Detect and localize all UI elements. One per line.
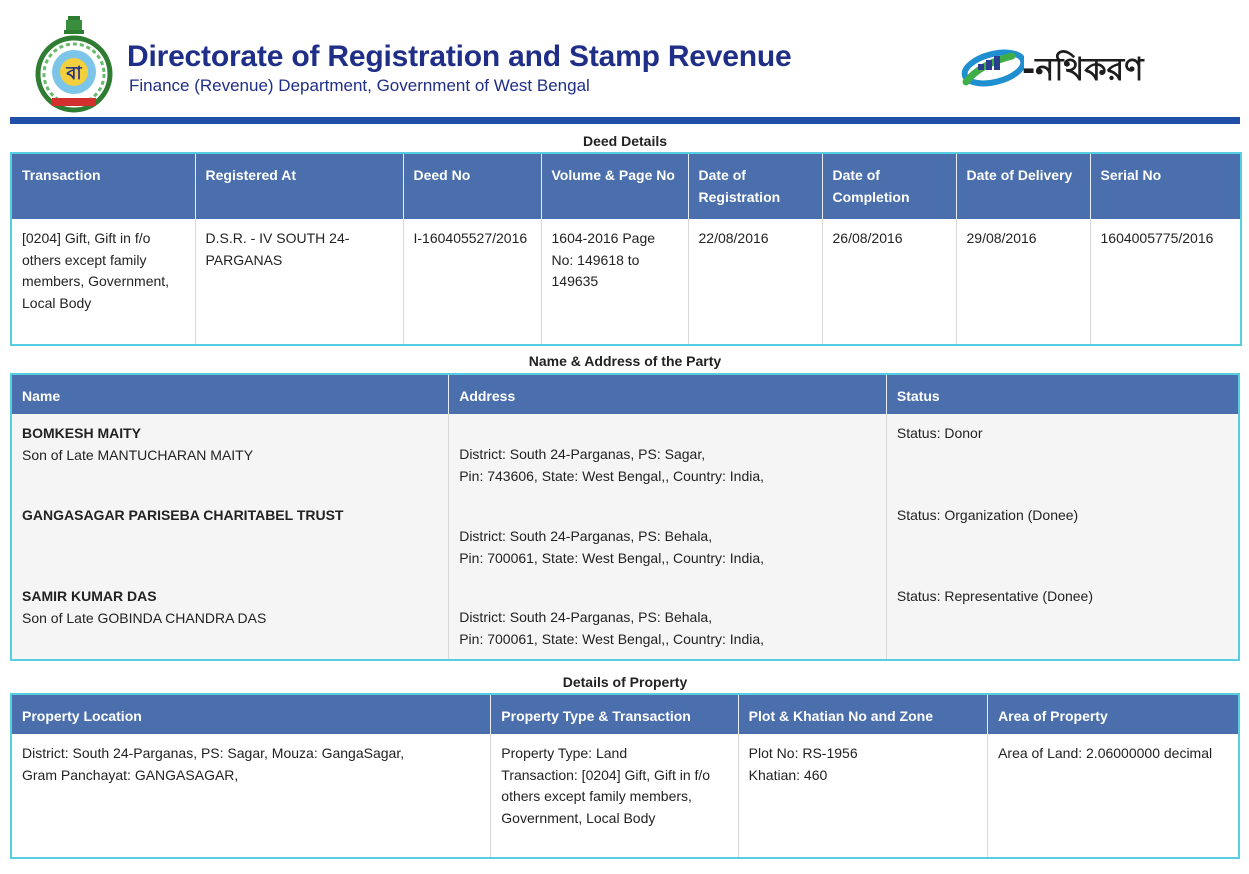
party-status: Status: Organization (Donee) <box>886 496 1239 577</box>
deed-volume-page: 1604-2016 Page No: 149618 to 149635 <box>541 219 688 345</box>
deed-col-date-registration: Date of Registration <box>688 153 822 219</box>
party-relation: Son of Late GOBINDA CHANDRA DAS <box>22 609 267 626</box>
party-table <box>10 373 1240 661</box>
property-header-row <box>11 694 1239 734</box>
party-col-name: Name <box>11 374 449 414</box>
party-address-line1: District: South 24-Parganas, PS: Behala, <box>459 528 713 544</box>
party-name: GANGASAGAR PARISEBA CHARITABEL TRUST <box>22 507 344 523</box>
deed-details-table <box>10 152 1242 346</box>
nathikaran-logo <box>960 38 1190 96</box>
party-address-line2: Pin: 700061, State: West Bengal,, Country: India, <box>459 549 765 566</box>
property-plot-cell <box>738 734 987 858</box>
party-address-line2: Pin: 700061, State: West Bengal,, Country: India, <box>459 630 765 647</box>
property-type: Property Type: Land <box>501 745 628 761</box>
nathikaran-logo-text: -নথিকরণ <box>1022 50 1144 88</box>
party-name-cell <box>11 577 449 660</box>
party-address-cell <box>449 414 887 496</box>
nathikaran-swoosh-icon <box>960 38 1024 96</box>
party-section-title: Name & Address of the Party <box>528 353 722 369</box>
party-col-address: Address <box>449 374 887 414</box>
party-name: SAMIR KUMAR DAS <box>22 588 157 604</box>
deed-col-deed-no: Deed No <box>403 153 541 219</box>
property-location-cell <box>11 734 491 858</box>
party-relation: Son of Late MANTUCHARAN MAITY <box>22 446 254 463</box>
property-transaction: Transaction: [0204] Gift, Gift in f/o others except family members, Government, Local Body <box>501 766 711 826</box>
party-address-cell <box>449 577 887 660</box>
party-header-row <box>11 374 1239 414</box>
deed-col-serial-no: Serial No <box>1090 153 1241 219</box>
property-col-plot: Plot & Khatian No and Zone <box>738 694 987 734</box>
party-address-cell <box>449 496 887 577</box>
deed-serial-no: 1604005775/2016 <box>1090 219 1241 345</box>
deed-date-delivery: 29/08/2016 <box>956 219 1090 345</box>
property-area: Area of Land: 2.06000000 decimal <box>988 734 1239 858</box>
party-name-cell <box>11 414 449 496</box>
property-plot: Plot No: RS-1956 <box>748 745 858 761</box>
deed-registered-at: D.S.R. - IV SOUTH 24-PARGANAS <box>195 219 403 345</box>
deed-row <box>11 219 1241 345</box>
property-khatian: Khatian: 460 <box>748 766 828 783</box>
party-address-line1: District: South 24-Parganas, PS: Behala, <box>459 609 713 625</box>
party-col-status: Status <box>886 374 1239 414</box>
property-col-location: Property Location <box>11 694 491 734</box>
deed-section-title: Deed Details <box>582 133 668 149</box>
deed-col-registered-at: Registered At <box>195 153 403 219</box>
property-row <box>11 734 1239 858</box>
property-section-title: Details of Property <box>562 674 688 690</box>
deed-col-date-completion: Date of Completion <box>822 153 956 219</box>
page-title: Directorate of Registration and Stamp Revenue <box>127 40 792 73</box>
property-col-area: Area of Property <box>988 694 1239 734</box>
deed-col-date-delivery: Date of Delivery <box>956 153 1090 219</box>
deed-header-row <box>11 153 1241 219</box>
header-divider <box>10 117 1240 124</box>
party-address-line2: Pin: 743606, State: West Bengal,, Country: India, <box>459 467 765 484</box>
party-name-cell <box>11 496 449 577</box>
deed-date-completion: 26/08/2016 <box>822 219 956 345</box>
party-row <box>11 414 1239 496</box>
party-address-line1: District: South 24-Parganas, PS: Sagar, <box>459 446 706 462</box>
party-name: BOMKESH MAITY <box>22 425 141 441</box>
party-status: Status: Donor <box>886 414 1239 496</box>
deed-col-transaction: Transaction <box>11 153 195 219</box>
property-type-cell <box>491 734 738 858</box>
deed-transaction: [0204] Gift, Gift in f/o others except family members, Government, Local Body <box>11 219 195 345</box>
deed-no: I-160405527/2016 <box>403 219 541 345</box>
page-subtitle: Finance (Revenue) Department, Government of West Bengal <box>129 76 590 95</box>
property-table <box>10 693 1240 859</box>
property-location-line2: Gram Panchayat: GANGASAGAR, <box>22 766 239 783</box>
party-row <box>11 577 1239 660</box>
west-bengal-emblem-icon <box>30 14 118 114</box>
page-header <box>0 0 1249 118</box>
deed-col-volume-page: Volume & Page No <box>541 153 688 219</box>
property-location-line1: District: South 24-Parganas, PS: Sagar, Mouza: GangaSagar, <box>22 745 405 761</box>
party-row <box>11 496 1239 577</box>
svg-text:বা: বা <box>66 63 82 84</box>
property-col-type: Property Type & Transaction <box>491 694 738 734</box>
party-status: Status: Representative (Donee) <box>886 577 1239 660</box>
deed-date-registration: 22/08/2016 <box>688 219 822 345</box>
